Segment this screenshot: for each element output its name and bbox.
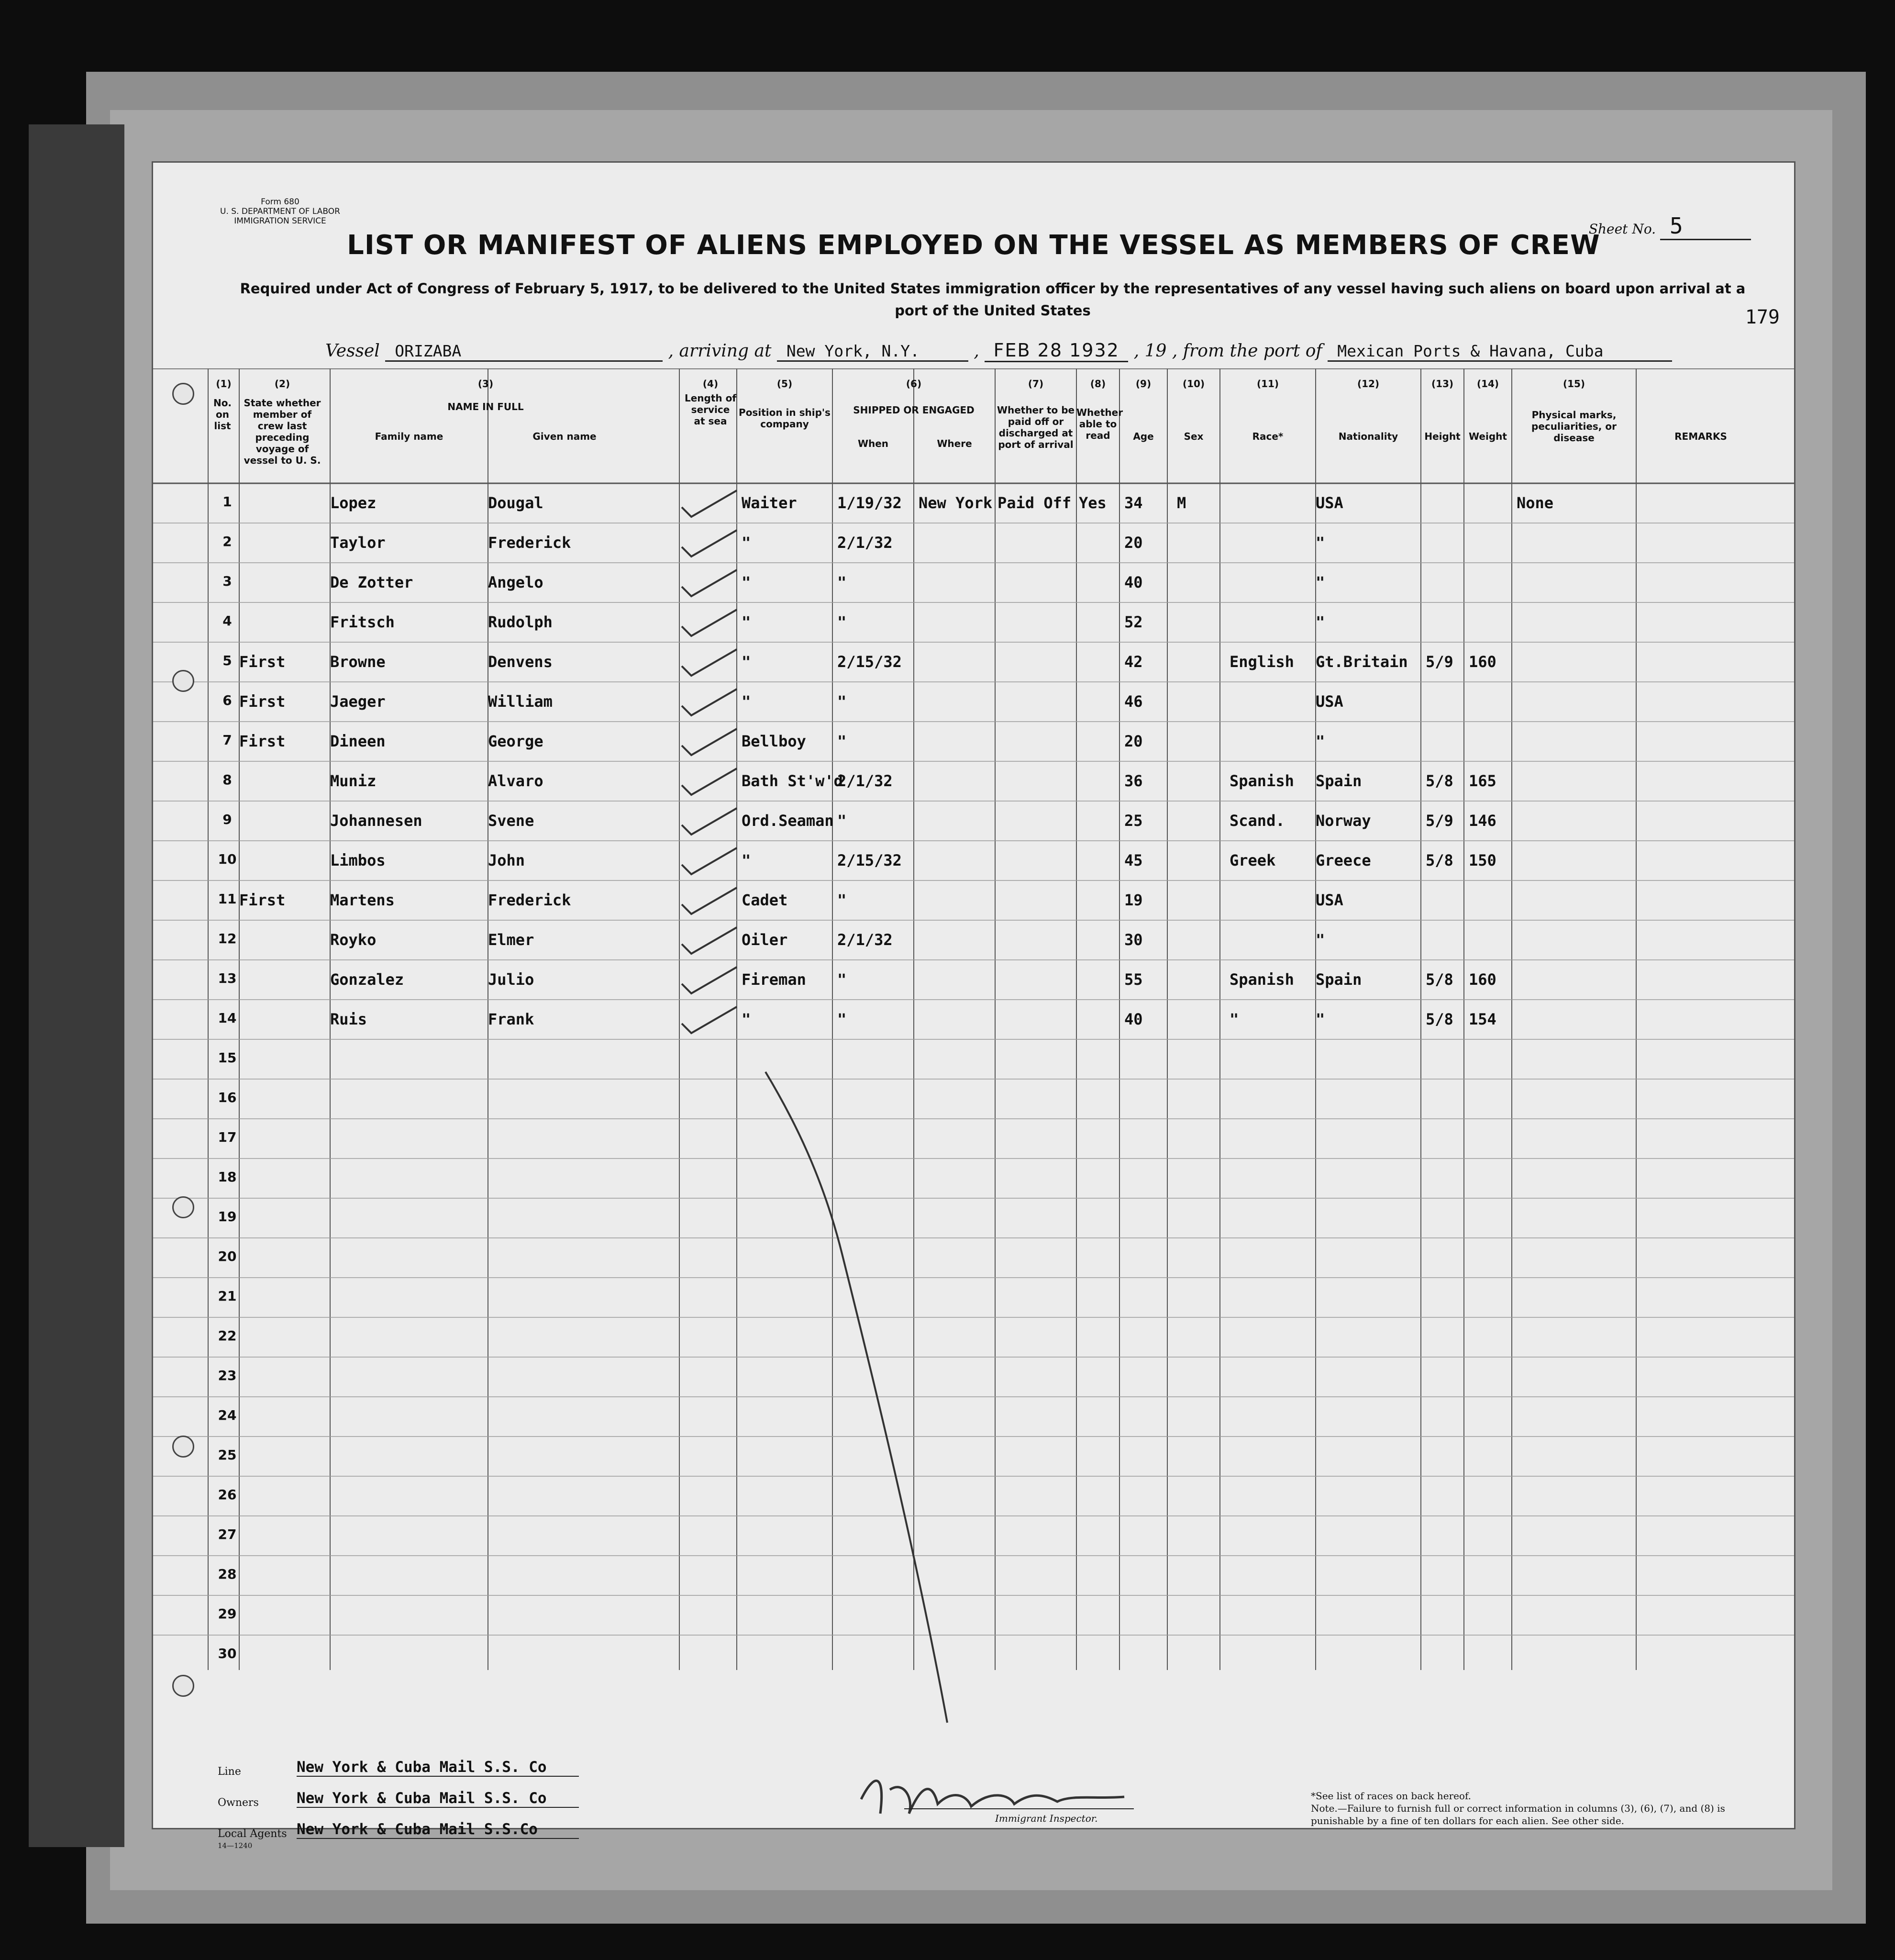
cell-age: 46 xyxy=(1124,692,1143,711)
cell-age: 34 xyxy=(1124,494,1143,512)
page-title: LIST OR MANIFEST OF ALIENS EMPLOYED ON THE VESSEL AS MEMBERS OF CREW xyxy=(347,230,1600,261)
service-check-icon xyxy=(679,766,742,800)
cell-family: Muniz xyxy=(330,772,377,790)
cell-when: " xyxy=(837,891,847,909)
binder-hole xyxy=(172,670,194,692)
cell-paid: Paid Off xyxy=(997,494,1072,512)
row-number: 22 xyxy=(218,1328,237,1344)
cell-given: Denvens xyxy=(488,653,553,671)
cell-no: 7 xyxy=(222,732,232,748)
col3-number: (3) xyxy=(477,378,494,390)
row-number: 15 xyxy=(218,1050,237,1066)
cell-race: Spanish xyxy=(1230,772,1294,790)
cell-age: 19 xyxy=(1124,891,1143,909)
cell-given: Elmer xyxy=(488,931,534,949)
col15-number: (15) xyxy=(1563,378,1585,390)
row-number: 27 xyxy=(218,1526,237,1542)
cell-when: " xyxy=(837,732,847,750)
cell-when: 1/19/32 xyxy=(837,494,902,512)
row-number: 30 xyxy=(218,1646,237,1661)
cell-age: 52 xyxy=(1124,613,1143,631)
year-label: , 19 xyxy=(1133,341,1167,361)
cell-given: Svene xyxy=(488,812,534,830)
cell-race: Scand. xyxy=(1230,812,1285,830)
from-label: , from the port of xyxy=(1172,341,1322,361)
service-check-icon xyxy=(679,488,742,522)
col15-header: Physical marks, peculiarities, or disease xyxy=(1531,409,1617,444)
cell-no: 14 xyxy=(218,1010,237,1026)
cell-weight: 160 xyxy=(1469,970,1496,989)
cell-family: Lopez xyxy=(330,494,377,512)
col12-header: Nationality xyxy=(1338,431,1398,442)
remarks-header: REMARKS xyxy=(1674,431,1727,442)
cell-family: Limbos xyxy=(330,851,386,869)
cell-family: Jaeger xyxy=(330,692,386,711)
cell-when: 2/1/32 xyxy=(837,772,893,790)
col11-number: (11) xyxy=(1256,378,1279,390)
cell-height: 5/9 xyxy=(1426,653,1453,671)
col2-header: State whether member of crew last preceding voyage of vessel to U. S. xyxy=(244,397,321,466)
col7-number: (7) xyxy=(1028,378,1044,390)
form-code: 14—1240 xyxy=(218,1841,253,1850)
binder-hole xyxy=(172,1436,194,1458)
cell-nationality: USA xyxy=(1316,891,1343,909)
vessel-line: Vessel ORIZABA , arriving at New York, N.Y. , FEB 28 1932 , 19 , from the port of Mexican Ports & Havana, Cuba xyxy=(325,340,1672,362)
cell-race: " xyxy=(1230,1010,1239,1028)
col11-header: Race* xyxy=(1252,431,1284,442)
service-check-icon xyxy=(679,885,742,919)
cell-nationality: " xyxy=(1316,534,1325,552)
cell-when: " xyxy=(837,573,847,591)
col3-given: Given name xyxy=(532,431,597,442)
inspector-label: Immigrant Inspector. xyxy=(995,1813,1098,1824)
col13-number: (13) xyxy=(1431,378,1454,390)
cell-nationality: Greece xyxy=(1316,851,1371,869)
cell-when: " xyxy=(837,613,847,631)
cell-when: " xyxy=(837,970,847,989)
cell-given: John xyxy=(488,851,525,869)
cell-position: Ord.Seaman xyxy=(742,812,834,830)
cell-age: 42 xyxy=(1124,653,1143,671)
cell-no: 3 xyxy=(222,573,232,589)
cell-position: " xyxy=(742,534,751,552)
cell-nationality: USA xyxy=(1316,494,1343,512)
col8-header: Whether able to read xyxy=(1076,407,1123,441)
cell-read: Yes xyxy=(1079,494,1107,512)
cell-marks: None xyxy=(1517,494,1554,512)
row-number: 24 xyxy=(218,1407,237,1423)
cell-weight: 165 xyxy=(1469,772,1496,790)
col14-header: Weight xyxy=(1469,431,1507,442)
col5-header: Position in ship's company xyxy=(739,407,831,430)
department: U. S. DEPARTMENT OF LABOR xyxy=(220,207,340,216)
cell-state: First xyxy=(239,891,286,909)
cell-age: 55 xyxy=(1124,970,1143,989)
col10-number: (10) xyxy=(1182,378,1205,390)
col7-header: Whether to be paid off or discharged at port of arrival xyxy=(997,404,1075,450)
from-port: Mexican Ports & Havana, Cuba xyxy=(1328,342,1672,362)
cell-age: 40 xyxy=(1124,573,1143,591)
cell-given: Angelo xyxy=(488,573,543,591)
col14-number: (14) xyxy=(1476,378,1499,390)
cell-age: 25 xyxy=(1124,812,1143,830)
service-check-icon xyxy=(679,846,742,879)
page-number: 179 xyxy=(1745,306,1780,328)
cell-weight: 154 xyxy=(1469,1010,1496,1028)
binder-strip xyxy=(29,124,124,1847)
cell-nationality: " xyxy=(1316,931,1325,949)
page-subtitle: Required under Act of Congress of February 5, 1917, to be delivered to the United States immigration officer by the representatives of any vessel having such aliens on board upon arrival at a port of the United States xyxy=(240,280,1746,319)
cell-no: 12 xyxy=(218,931,237,947)
cell-family: Martens xyxy=(330,891,395,909)
owners-value: New York & Cuba Mail S.S. Co xyxy=(297,1790,579,1808)
row-number: 29 xyxy=(218,1606,237,1622)
cell-height: 5/8 xyxy=(1426,970,1453,989)
cell-position: Fireman xyxy=(742,970,806,989)
form-number: Form 680 xyxy=(261,197,299,207)
vessel-label: Vessel xyxy=(325,341,380,361)
col6-when: When xyxy=(857,438,889,449)
cell-position: " xyxy=(742,1010,751,1028)
col4-number: (4) xyxy=(702,378,719,390)
cell-position: Cadet xyxy=(742,891,788,909)
service: IMMIGRATION SERVICE xyxy=(234,216,326,226)
agents-label: Local Agents xyxy=(218,1828,287,1840)
service-check-icon xyxy=(679,1004,742,1038)
cell-family: De Zotter xyxy=(330,573,413,591)
cell-race: English xyxy=(1230,653,1294,671)
cell-when: " xyxy=(837,812,847,830)
service-check-icon xyxy=(679,687,742,720)
cell-no: 8 xyxy=(222,772,232,788)
cell-when: 2/1/32 xyxy=(837,534,893,552)
binder-hole xyxy=(172,1196,194,1218)
cell-age: 40 xyxy=(1124,1010,1143,1028)
owners-label: Owners xyxy=(218,1797,259,1809)
cell-height: 5/8 xyxy=(1426,851,1453,869)
cell-given: George xyxy=(488,732,543,750)
cell-nationality: " xyxy=(1316,1010,1325,1028)
col12-number: (12) xyxy=(1357,378,1380,390)
cell-race: Spanish xyxy=(1230,970,1294,989)
service-check-icon xyxy=(679,647,742,680)
row-number: 18 xyxy=(218,1169,237,1185)
cell-height: 5/9 xyxy=(1426,812,1453,830)
cell-position: " xyxy=(742,573,751,591)
cell-given: Frederick xyxy=(488,534,571,552)
cell-height: 5/8 xyxy=(1426,1010,1453,1028)
cell-position: Waiter xyxy=(742,494,797,512)
col1-number: (1) xyxy=(216,378,232,390)
row-number: 21 xyxy=(218,1288,237,1304)
cell-position: " xyxy=(742,692,751,711)
penalty-note: Note.—Failure to furnish full or correct information in columns (3), (6), (7), and (8) is punishable by a fine of ten dollars for each alien. See other side. xyxy=(1311,1803,1725,1826)
cell-no: 9 xyxy=(222,812,232,827)
col1-header: No. on list xyxy=(213,397,232,432)
row-number: 19 xyxy=(218,1209,237,1225)
cell-no: 1 xyxy=(222,494,232,510)
cell-position: Bellboy xyxy=(742,732,806,750)
cell-given: Julio xyxy=(488,970,534,989)
cell-race: Greek xyxy=(1230,851,1276,869)
cell-when: 2/15/32 xyxy=(837,653,902,671)
row-number: 17 xyxy=(218,1129,237,1145)
cell-nationality: " xyxy=(1316,613,1325,631)
line-label: Line xyxy=(218,1766,241,1778)
binder-hole xyxy=(172,383,194,405)
col6-number: (6) xyxy=(906,378,922,390)
service-check-icon xyxy=(679,806,742,839)
sheet-label: Sheet No. xyxy=(1588,221,1656,237)
row-number: 26 xyxy=(218,1487,237,1503)
col9-number: (9) xyxy=(1135,378,1152,390)
col4-header: Length of service at sea xyxy=(684,392,737,427)
col13-header: Height xyxy=(1424,431,1461,442)
cell-when: " xyxy=(837,1010,847,1028)
cell-family: Browne xyxy=(330,653,386,671)
service-check-icon xyxy=(679,965,742,998)
cell-age: 36 xyxy=(1124,772,1143,790)
cell-age: 20 xyxy=(1124,534,1143,552)
col8-number: (8) xyxy=(1090,378,1106,390)
service-check-icon xyxy=(679,607,742,641)
cell-nationality: " xyxy=(1316,732,1325,750)
service-check-icon xyxy=(679,925,742,958)
cell-weight: 150 xyxy=(1469,851,1496,869)
cell-nationality: Gt.Britain xyxy=(1316,653,1408,671)
cell-age: 30 xyxy=(1124,931,1143,949)
cell-no: 10 xyxy=(218,851,237,867)
cell-when: 2/1/32 xyxy=(837,931,893,949)
service-check-icon xyxy=(679,568,742,601)
row-number: 28 xyxy=(218,1566,237,1582)
cell-state: First xyxy=(239,692,286,711)
cell-position: " xyxy=(742,613,751,631)
cell-no: 4 xyxy=(222,613,232,629)
cell-state: First xyxy=(239,653,286,671)
cell-no: 11 xyxy=(218,891,237,907)
cell-no: 6 xyxy=(222,692,232,708)
row-number: 16 xyxy=(218,1090,237,1105)
cell-weight: 146 xyxy=(1469,812,1496,830)
col10-header: Sex xyxy=(1184,431,1204,442)
cell-state: First xyxy=(239,732,286,750)
service-check-icon xyxy=(679,528,742,561)
cell-weight: 160 xyxy=(1469,653,1496,671)
races-note: *See list of races on back hereof. xyxy=(1311,1790,1472,1802)
agents-value: New York & Cuba Mail S.S.Co xyxy=(297,1821,579,1839)
ditto-line xyxy=(756,1062,1043,1742)
cell-family: Ruis xyxy=(330,1010,367,1028)
col6-where: Where xyxy=(937,438,972,449)
manifest-page xyxy=(153,163,1794,1850)
cell-when: " xyxy=(837,692,847,711)
cell-height: 5/8 xyxy=(1426,772,1453,790)
cell-given: William xyxy=(488,692,553,711)
cell-where: New York xyxy=(919,494,993,512)
cell-position: Bath St'w'd xyxy=(742,772,843,790)
cell-no: 5 xyxy=(222,653,232,668)
date-stamp: FEB 28 1932 xyxy=(985,340,1128,362)
cell-position: Oiler xyxy=(742,931,788,949)
cell-nationality: Spain xyxy=(1316,970,1362,989)
cell-family: Gonzalez xyxy=(330,970,404,989)
cell-given: Frederick xyxy=(488,891,571,909)
cell-nationality: USA xyxy=(1316,692,1343,711)
cell-given: Alvaro xyxy=(488,772,543,790)
cell-position: " xyxy=(742,851,751,869)
row-number: 23 xyxy=(218,1368,237,1383)
cell-family: Dineen xyxy=(330,732,386,750)
cell-no: 13 xyxy=(218,970,237,986)
cell-when: 2/15/32 xyxy=(837,851,902,869)
cell-position: " xyxy=(742,653,751,671)
col5-number: (5) xyxy=(776,378,793,390)
cell-nationality: Norway xyxy=(1316,812,1371,830)
cell-family: Taylor xyxy=(330,534,386,552)
col3-header: NAME IN FULL xyxy=(447,401,524,412)
arriving-port: New York, N.Y. xyxy=(777,342,968,362)
col6-header: SHIPPED OR ENGAGED xyxy=(853,404,975,416)
cell-given: Dougal xyxy=(488,494,543,512)
sheet-value: 5 xyxy=(1660,213,1751,240)
service-check-icon xyxy=(679,726,742,760)
col2-number: (2) xyxy=(274,378,290,390)
row-number: 20 xyxy=(218,1248,237,1264)
form-meta xyxy=(220,197,340,226)
col3-family: Family name xyxy=(375,431,443,442)
cell-family: Johannesen xyxy=(330,812,422,830)
vessel-name: ORIZABA xyxy=(385,342,663,362)
line-value: New York & Cuba Mail S.S. Co xyxy=(297,1759,579,1777)
cell-sex: M xyxy=(1177,494,1186,512)
cell-age: 45 xyxy=(1124,851,1143,869)
cell-family: Fritsch xyxy=(330,613,395,631)
arriving-label: , arriving at xyxy=(668,341,772,361)
row-number: 25 xyxy=(218,1447,237,1463)
cell-given: Rudolph xyxy=(488,613,553,631)
binder-hole xyxy=(172,1675,194,1697)
col9-header: Age xyxy=(1133,431,1154,442)
cell-no: 2 xyxy=(222,534,232,549)
cell-nationality: Spain xyxy=(1316,772,1362,790)
cell-nationality: " xyxy=(1316,573,1325,591)
cell-given: Frank xyxy=(488,1010,534,1028)
cell-family: Royko xyxy=(330,931,377,949)
cell-age: 20 xyxy=(1124,732,1143,750)
